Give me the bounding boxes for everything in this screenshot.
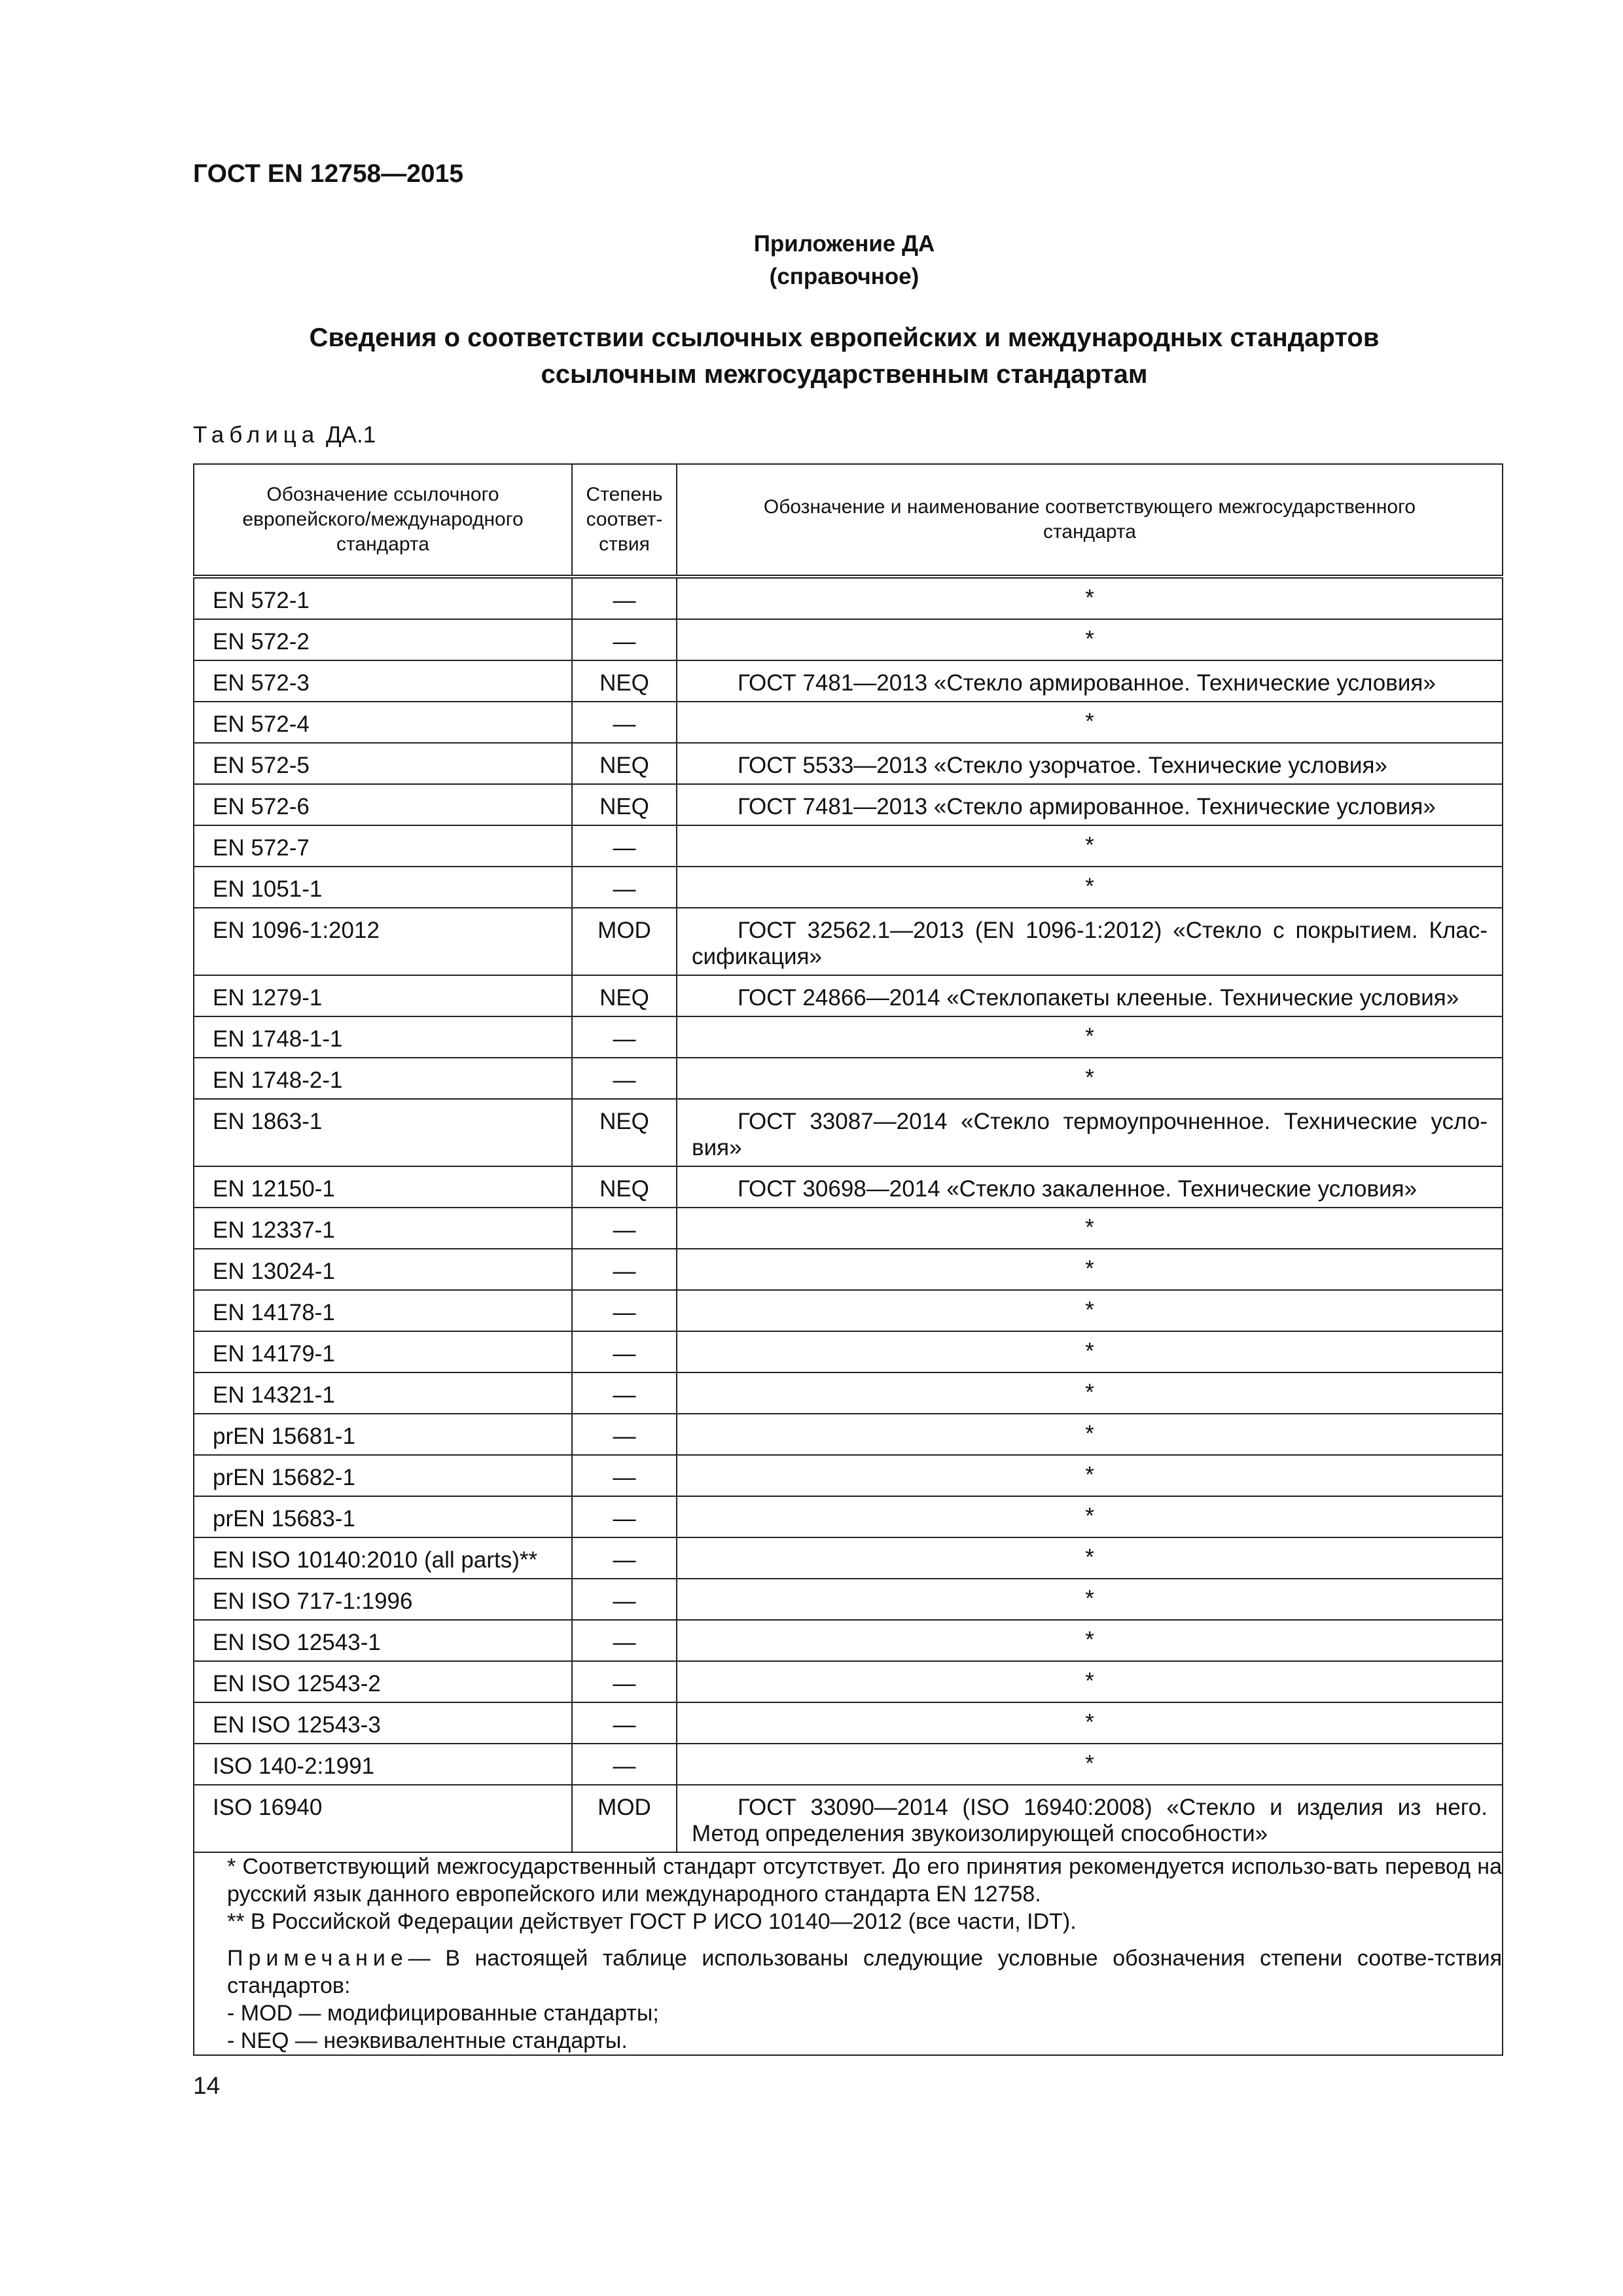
degree-cell: — <box>572 1414 677 1455</box>
standard-code-cell: prEN 15682-1 <box>194 1455 572 1496</box>
table-row <box>194 1744 1503 1785</box>
interstate-standard-cell: ГОСТ 33090—2014 (ISO 16940:2008) «Стекло и изделия из него. Метод определения звукоизолирующей способности» <box>677 1785 1503 1852</box>
standard-code-cell: EN 1096-1:2012 <box>194 908 572 975</box>
interstate-standard-cell: ГОСТ 30698—2014 «Стекло закаленное. Технические условия» <box>677 1166 1503 1208</box>
standard-code-cell: prEN 15681-1 <box>194 1414 572 1455</box>
degree-cell: NEQ <box>572 660 677 702</box>
legend-mod: - MOD — модифицированные стандарты; <box>227 2001 659 2026</box>
table-row <box>194 1208 1503 1249</box>
interstate-standard-cell: * <box>677 1290 1503 1331</box>
interstate-standard-cell: ГОСТ 7481—2013 «Стекло армированное. Технические условия» <box>677 660 1503 702</box>
table-row <box>194 1496 1503 1537</box>
note-label: Примечание <box>227 1946 408 1971</box>
table-row <box>194 908 1503 975</box>
table-row <box>194 1537 1503 1579</box>
table-row <box>194 784 1503 825</box>
column-header-reference: Обозначение ссылочного европейского/международного стандарта <box>194 464 572 577</box>
degree-cell: — <box>572 1290 677 1331</box>
table-row <box>194 1290 1503 1331</box>
interstate-standard-cell: * <box>677 1496 1503 1537</box>
standard-code-cell: EN 1051-1 <box>194 867 572 908</box>
degree-cell: — <box>572 619 677 660</box>
footnote-1: * Соответствующий межгосударственный стандарт отсутствует. До его принятия рекомендуется использо-вать перевод на русский язык данного европейского или международного стандарта EN 12758. <box>227 1854 1502 1907</box>
degree-cell: — <box>572 1579 677 1620</box>
appendix-title: Приложение ДА <box>753 231 935 257</box>
table-row <box>194 825 1503 867</box>
interstate-standard-cell: * <box>677 1537 1503 1579</box>
section-title-line1: Сведения о соответствии ссылочных европейских и международных стандартов <box>309 323 1380 352</box>
interstate-standard-cell: * <box>677 1331 1503 1372</box>
interstate-standard-cell: * <box>677 1016 1503 1058</box>
degree-cell: — <box>572 1455 677 1496</box>
standard-code-cell: EN 14179-1 <box>194 1331 572 1372</box>
document-header: ГОСТ EN 12758—2015 <box>193 160 464 188</box>
table-body <box>194 577 1503 1852</box>
table-row <box>194 619 1503 660</box>
degree-cell: NEQ <box>572 1099 677 1166</box>
table-row <box>194 867 1503 908</box>
interstate-standard-cell: ГОСТ 33087—2014 «Стекло термоупрочненное. Технические усло-вия» <box>677 1099 1503 1166</box>
note-paragraph <box>194 1945 1502 2000</box>
interstate-standard-cell: * <box>677 867 1503 908</box>
interstate-standard-cell: * <box>677 702 1503 743</box>
table-row <box>194 1331 1503 1372</box>
table-row <box>194 660 1503 702</box>
degree-cell: — <box>572 1702 677 1744</box>
degree-cell: — <box>572 1620 677 1661</box>
table-row <box>194 1620 1503 1661</box>
table-row <box>194 1058 1503 1099</box>
degree-cell: NEQ <box>572 784 677 825</box>
degree-cell: — <box>572 702 677 743</box>
degree-cell: MOD <box>572 1785 677 1852</box>
interstate-standard-cell: * <box>677 1414 1503 1455</box>
table-row <box>194 1166 1503 1208</box>
page-number: 14 <box>193 2072 221 2099</box>
standard-code-cell: EN 1279-1 <box>194 975 572 1016</box>
interstate-standard-cell: * <box>677 1455 1503 1496</box>
degree-cell: — <box>572 1208 677 1249</box>
standard-code-cell: EN ISO 10140:2010 (all parts)** <box>194 1537 572 1579</box>
degree-cell: — <box>572 1661 677 1702</box>
standard-code-cell: EN 572-1 <box>194 577 572 619</box>
interstate-standard-cell: * <box>677 1249 1503 1290</box>
standard-code-cell: EN 572-4 <box>194 702 572 743</box>
interstate-standard-cell: * <box>677 825 1503 867</box>
table-row <box>194 1785 1503 1852</box>
table-row <box>194 577 1503 619</box>
table-row <box>194 1249 1503 1290</box>
standard-code-cell: EN ISO 12543-2 <box>194 1661 572 1702</box>
degree-cell: NEQ <box>572 975 677 1016</box>
standards-table <box>193 463 1503 2056</box>
interstate-standard-cell: ГОСТ 7481—2013 «Стекло армированное. Технические условия» <box>677 784 1503 825</box>
degree-cell: — <box>572 867 677 908</box>
legend-neq: - NEQ — неэквивалентные стандарты. <box>227 2028 628 2053</box>
note-text: — В настоящей таблице использованы следующие условные обозначения степени соотве-тствия стандартов: <box>227 1946 1502 1998</box>
standard-code-cell: EN 12337-1 <box>194 1208 572 1249</box>
degree-cell: — <box>572 1331 677 1372</box>
degree-cell: — <box>572 1016 677 1058</box>
degree-cell: — <box>572 1372 677 1414</box>
standard-code-cell: EN ISO 12543-3 <box>194 1702 572 1744</box>
table-row <box>194 743 1503 784</box>
table-row <box>194 1016 1503 1058</box>
interstate-standard-cell: * <box>677 1620 1503 1661</box>
standard-code-cell: EN 572-7 <box>194 825 572 867</box>
standard-code-cell: EN 12150-1 <box>194 1166 572 1208</box>
interstate-standard-cell: ГОСТ 32562.1—2013 (EN 1096-1:2012) «Стекло с покрытием. Клас-сификация» <box>677 908 1503 975</box>
degree-cell: — <box>572 1744 677 1785</box>
table-row <box>194 1702 1503 1744</box>
table-notes <box>194 1852 1503 2055</box>
table-row <box>194 1579 1503 1620</box>
standard-code-cell: prEN 15683-1 <box>194 1496 572 1537</box>
degree-cell: — <box>572 1249 677 1290</box>
standard-code-cell: EN 14321-1 <box>194 1372 572 1414</box>
section-title-line2: ссылочным межгосударственным стандартам <box>541 360 1148 389</box>
table-row <box>194 1661 1503 1702</box>
table-caption-word: Таблица <box>193 422 320 448</box>
interstate-standard-cell: ГОСТ 5533—2013 «Стекло узорчатое. Технические условия» <box>677 743 1503 784</box>
standard-code-cell: ISO 140-2:1991 <box>194 1744 572 1785</box>
degree-cell: — <box>572 1058 677 1099</box>
table-row <box>194 1455 1503 1496</box>
standard-code-cell: EN 572-2 <box>194 619 572 660</box>
standard-code-cell: ISO 16940 <box>194 1785 572 1852</box>
standard-code-cell: EN 572-5 <box>194 743 572 784</box>
degree-cell: NEQ <box>572 743 677 784</box>
interstate-standard-cell: * <box>677 1208 1503 1249</box>
standard-code-cell: EN ISO 717-1:1996 <box>194 1579 572 1620</box>
table-row <box>194 1372 1503 1414</box>
table-row <box>194 1099 1503 1166</box>
standard-code-cell: EN 572-3 <box>194 660 572 702</box>
table-caption-number: ДА.1 <box>325 422 376 448</box>
interstate-standard-cell: * <box>677 1661 1503 1702</box>
column-header-degree: Степень соответ-ствия <box>572 464 677 577</box>
interstate-standard-cell: * <box>677 1372 1503 1414</box>
interstate-standard-cell: ГОСТ 24866—2014 «Стеклопакеты клееные. Технические условия» <box>677 975 1503 1016</box>
interstate-standard-cell: * <box>677 577 1503 619</box>
interstate-standard-cell: * <box>677 1702 1503 1744</box>
degree-cell: NEQ <box>572 1166 677 1208</box>
table-row <box>194 702 1503 743</box>
interstate-standard-cell: * <box>677 1058 1503 1099</box>
interstate-standard-cell: * <box>677 1579 1503 1620</box>
table-caption <box>193 422 376 448</box>
degree-cell: MOD <box>572 908 677 975</box>
standard-code-cell: EN 1863-1 <box>194 1099 572 1166</box>
interstate-standard-cell: * <box>677 619 1503 660</box>
appendix-type: (справочное) <box>769 264 919 289</box>
standard-code-cell: EN ISO 12543-1 <box>194 1620 572 1661</box>
table-row <box>194 1414 1503 1455</box>
column-header-interstate: Обозначение и наименование соответствующего межгосударственного стандарта <box>677 464 1503 577</box>
degree-cell: — <box>572 825 677 867</box>
standard-code-cell: EN 1748-1-1 <box>194 1016 572 1058</box>
degree-cell: — <box>572 1496 677 1537</box>
degree-cell: — <box>572 1537 677 1579</box>
table-row <box>194 975 1503 1016</box>
degree-cell: — <box>572 577 677 619</box>
standard-code-cell: EN 572-6 <box>194 784 572 825</box>
standard-code-cell: EN 14178-1 <box>194 1290 572 1331</box>
footnote-2: ** В Российской Федерации действует ГОСТ Р ИСО 10140—2012 (все части, IDT). <box>227 1909 1077 1934</box>
interstate-standard-cell: * <box>677 1744 1503 1785</box>
standard-code-cell: EN 1748-2-1 <box>194 1058 572 1099</box>
standard-code-cell: EN 13024-1 <box>194 1249 572 1290</box>
